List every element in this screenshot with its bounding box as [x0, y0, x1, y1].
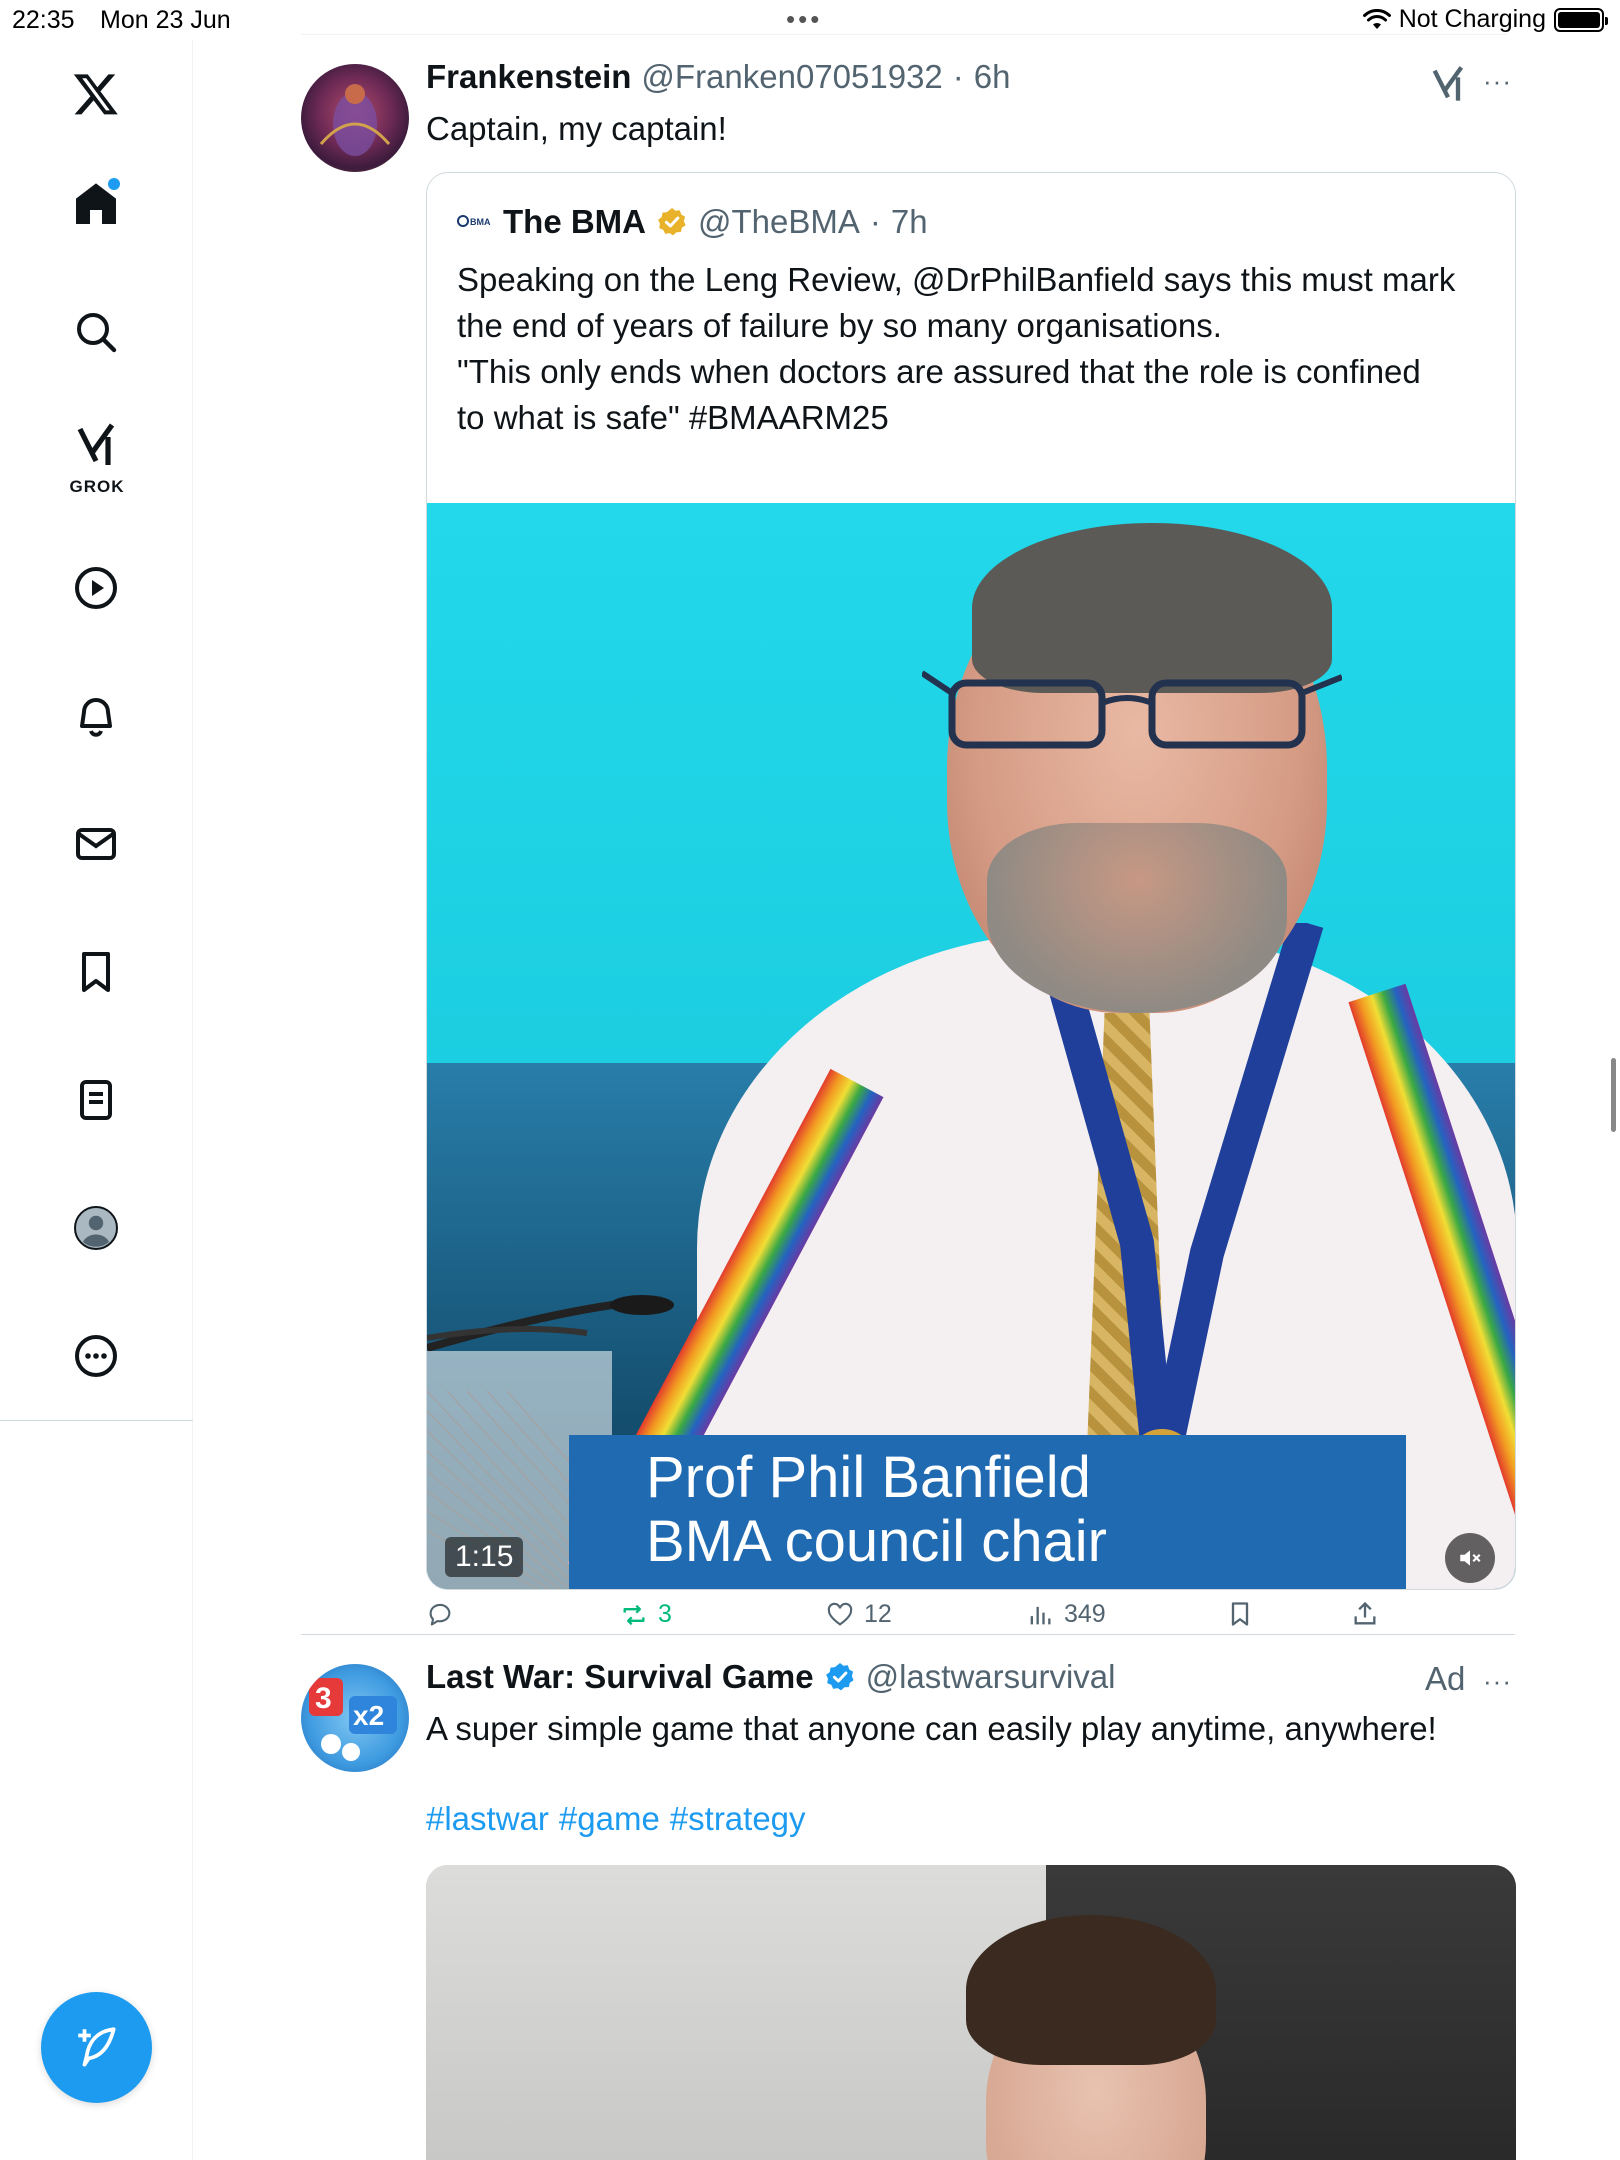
lastwar-avatar[interactable]	[301, 1664, 409, 1772]
tweet1-dot: ·	[952, 58, 964, 95]
frankenstein-avatar[interactable]	[301, 64, 409, 172]
grok-icon[interactable]	[66, 420, 126, 470]
quote-text	[457, 257, 1497, 441]
tweet1-header	[426, 58, 1011, 96]
quote-time[interactable]: 7h	[890, 203, 928, 240]
hashtag-link[interactable]: #lastwar	[426, 1800, 549, 1837]
avatar-badge-1: 3	[315, 1682, 332, 1715]
compose-button[interactable]	[41, 1992, 152, 2103]
more-icon[interactable]	[66, 1326, 126, 1386]
tweet2-handle[interactable]: @lastwarsurvival	[865, 1658, 1116, 1695]
share-icon	[1351, 1600, 1379, 1628]
tweet1-time[interactable]: 6h	[973, 58, 1011, 95]
notifications-icon[interactable]	[66, 686, 126, 746]
tweet1-action-bar	[426, 1600, 1516, 1650]
messages-icon[interactable]	[66, 814, 126, 874]
video-caption-banner	[569, 1435, 1406, 1590]
profile-icon[interactable]	[66, 1198, 126, 1258]
hashtag-link[interactable]: #game	[558, 1800, 660, 1837]
share-button[interactable]	[1351, 1600, 1379, 1628]
heart-icon	[826, 1601, 854, 1629]
repost-button[interactable]	[620, 1600, 672, 1629]
charging-status: Not Charging	[1398, 5, 1546, 33]
compose-feather-icon	[72, 2023, 122, 2073]
video-caption-name: Prof Phil Banfield	[646, 1445, 1091, 1510]
views-chart-icon	[1026, 1601, 1054, 1629]
repost-count: 3	[658, 1600, 672, 1628]
top-divider	[301, 34, 1507, 35]
quote-text-line: to what is safe" #BMAARM25	[457, 399, 889, 436]
tweet-divider	[301, 1634, 1515, 1635]
hashtag-link[interactable]: #strategy	[669, 1800, 806, 1837]
tweet2-author-name[interactable]: Last War: Survival Game	[426, 1658, 814, 1695]
video-icon[interactable]	[66, 558, 126, 618]
status-right	[1363, 5, 1604, 34]
video-microphone	[427, 1293, 697, 1353]
bookmark-button[interactable]	[1226, 1600, 1254, 1628]
tweet1-handle[interactable]: @Franken07051932	[641, 58, 943, 95]
quote-text-line: Speaking on the Leng Review, @DrPhilBanfield says this must mark	[457, 261, 1456, 298]
ad-media-background	[426, 1865, 1046, 2160]
search-icon[interactable]	[66, 302, 126, 362]
quote-dot: ·	[869, 203, 881, 240]
quote-author-name[interactable]: The BMA	[503, 203, 646, 240]
tweet2-more-icon[interactable]: ···	[1483, 1666, 1512, 1696]
reply-icon	[426, 1600, 454, 1628]
views-count: 349	[1064, 1600, 1106, 1628]
tweet2-hashtags	[426, 1800, 816, 1838]
video-chain-of-office	[987, 923, 1327, 1523]
quoted-tweet[interactable]	[426, 172, 1516, 1590]
status-date: Mon 23 Jun	[100, 6, 231, 34]
video-caption-title: BMA council chair	[646, 1509, 1107, 1574]
sidebar	[0, 40, 193, 2160]
gold-verified-icon	[656, 206, 688, 238]
ad-media-person-hair	[966, 1915, 1216, 2065]
quote-header	[457, 203, 928, 241]
blue-verified-icon	[824, 1661, 856, 1693]
ad-media[interactable]	[426, 1865, 1516, 2160]
scroll-indicator[interactable]	[1611, 1058, 1616, 1132]
bma-logo-text: BMA	[470, 216, 491, 227]
quote-handle[interactable]: @TheBMA	[698, 203, 860, 240]
lists-icon[interactable]	[66, 1070, 126, 1130]
bookmarks-icon[interactable]	[66, 942, 126, 1002]
status-time: 22:35	[12, 6, 75, 34]
battery-icon	[1554, 8, 1604, 32]
views-button[interactable]	[1026, 1600, 1106, 1629]
video-duration: 1:15	[445, 1537, 523, 1577]
multitasking-dots[interactable]: •••	[786, 4, 823, 34]
tweet2-text: A super simple game that anyone can easily play anytime, anywhere!	[426, 1710, 1437, 1747]
avatar-badge-2: x2	[353, 1700, 385, 1731]
ad-label: Ad	[1425, 1660, 1466, 1697]
bma-logo-icon	[457, 213, 493, 229]
video-player[interactable]	[427, 503, 1516, 1590]
x-logo-icon[interactable]	[66, 64, 126, 124]
muted-speaker-icon	[1457, 1545, 1483, 1571]
like-button[interactable]	[826, 1600, 892, 1629]
tweet1-author-name[interactable]: Frankenstein	[426, 58, 632, 95]
mute-button[interactable]	[1445, 1533, 1495, 1583]
video-speaker-beard	[987, 823, 1287, 1013]
bma-logo	[457, 213, 493, 232]
like-count: 12	[864, 1600, 892, 1628]
reply-button[interactable]	[426, 1600, 454, 1628]
tweet1-text: Captain, my captain!	[426, 110, 727, 147]
home-notification-dot	[108, 178, 120, 190]
tweet1-more-icon[interactable]: ···	[1483, 66, 1512, 96]
grok-explain-icon[interactable]	[1428, 64, 1468, 104]
timeline-feed	[193, 40, 1620, 2160]
quote-text-line: "This only ends when doctors are assured that the role is confined	[457, 353, 1421, 390]
tweet2-header	[426, 1658, 1115, 1696]
sidebar-divider	[0, 1420, 193, 1421]
video-speaker-glasses	[922, 663, 1342, 753]
grok-label: GROK	[69, 477, 125, 496]
quote-text-line: the end of years of failure by so many organisations.	[457, 307, 1222, 344]
bookmark-icon	[1226, 1600, 1254, 1628]
repost-icon	[620, 1601, 648, 1629]
home-icon[interactable]	[66, 174, 126, 234]
wifi-icon	[1363, 9, 1391, 31]
